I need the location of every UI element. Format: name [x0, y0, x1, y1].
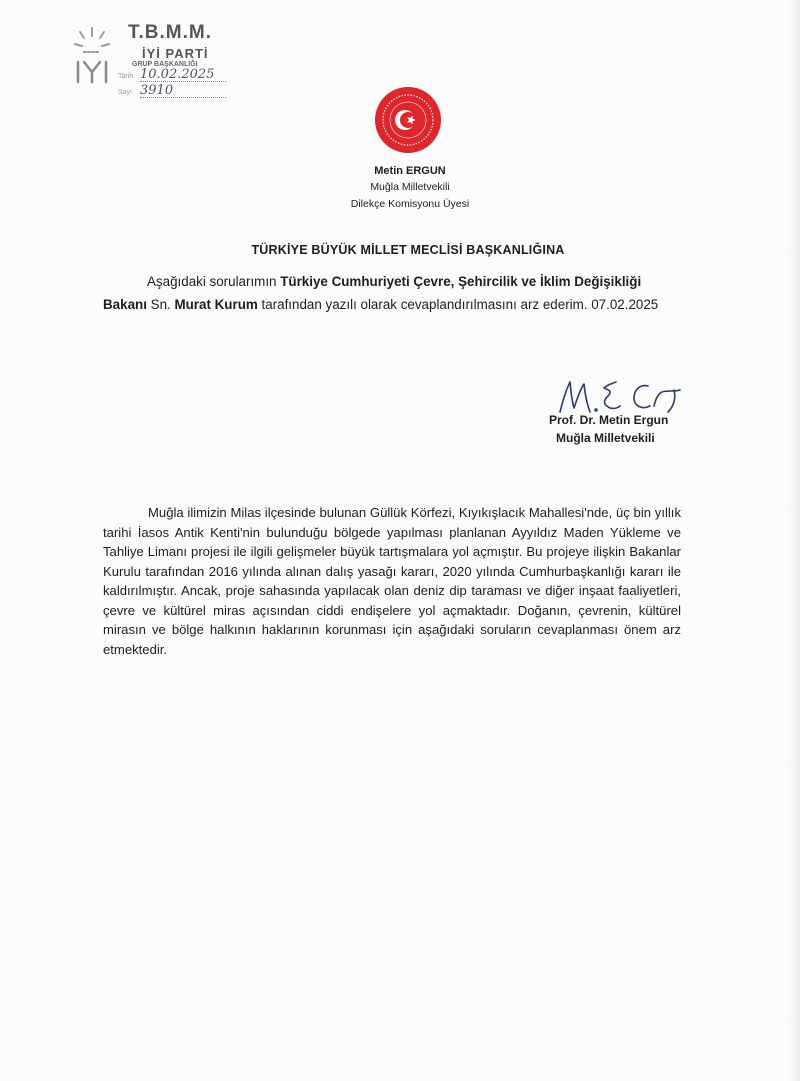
author-committee: Dilekçe Komisyonu Üyesi [350, 198, 470, 210]
stamp-office: GRUP BAŞKANLIĞI [132, 61, 198, 68]
intro-minister: Murat Kurum [174, 297, 258, 312]
registry-stamp [70, 20, 240, 100]
stamp-number-row [118, 84, 226, 98]
body-text: Muğla ilimizin Milas ilçesinde bulunan Güllük Körfezi, Kıyıkışlacık Mahallesi'nde, üç bin yıllık tarihi İasos Antik Kenti'nin bulunduğu bölgede yapılması planlanan Ayyıldız Maden Yükleme ve Tahliye Limanı projesi ile ilgili gelişmeler büyük tartışmalara yol açmıştır. Bu projeye ilişkin Bakanlar Kurulu tarafından 2016 yılında alınan dalış yasağı kararı, 2020 yılında Cumhurbaşkanlığı kararı ile kaldırılmıştır. Ancak, proje sahasında yapılacak olan deniz dip taraması ve diğer inşaat faaliyetleri, çevre ve kültürel miras açısından ciddi endişelere yol açmaktadır. Doğanın, çevrenin, kültürel mirasın ve bölge halkının haklarının korunması için aşağıdaki soruların cevaplanması önem arz etmektedir. [103, 505, 681, 657]
body-paragraph [103, 503, 681, 659]
stamp-tbmm: T.B.M.M. [128, 22, 212, 43]
stamp-date-label: Tarih [118, 73, 134, 80]
intro-text-3: tarafından yazılı olarak cevaplandırılmasını arz ederim. 07.02.2025 [257, 297, 659, 312]
iyi-parti-logo-icon [72, 22, 112, 86]
stamp-date-row [118, 68, 226, 82]
tbmm-emblem-icon [373, 85, 443, 155]
intro-text-2: Sn. [146, 297, 175, 312]
intro-paragraph [103, 270, 683, 316]
intro-text-1: Aşağıdaki sorularımın [147, 274, 281, 289]
signatory-title: Muğla Milletvekili [556, 431, 655, 445]
signatory-name: Prof. Dr. Metin Ergun [549, 413, 669, 427]
stamp-number-label: Sayı [118, 89, 133, 96]
stamp-party: İYİ PARTİ [142, 46, 209, 61]
author-name: Metin ERGUN [374, 165, 446, 177]
author-role: Muğla Milletvekili [370, 181, 450, 193]
document-title: TÜRKİYE BÜYÜK MİLLET MECLİSİ BAŞKANLIĞINA [251, 243, 565, 257]
stamp-date-value: 10.02.2025 [140, 68, 226, 82]
intro-ministry: Türkiye Cumhuriyeti Çevre, Şehircilik ve İklim Değişikliği Bakanı [103, 274, 642, 312]
page-edge [786, 0, 800, 1081]
stamp-number-value: 3910 [140, 84, 226, 98]
